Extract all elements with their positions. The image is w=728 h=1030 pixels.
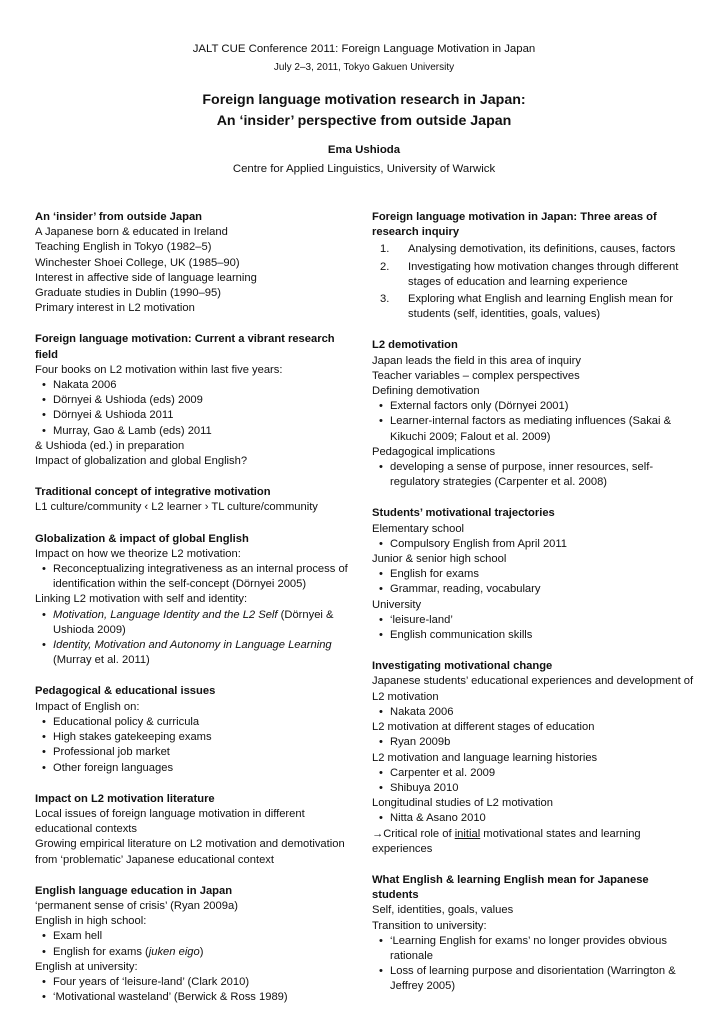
bullet-item: • Grammar, reading, vocabulary [372, 582, 694, 597]
text-line: Teaching English in Tokyo (1982–5) [35, 241, 212, 254]
text-line: English in high school: [35, 915, 147, 928]
bullet-item: • Ryan 2009b [372, 735, 694, 750]
item-text: Exploring what English and learning English mean for students (self, identities, goals, values) [408, 293, 673, 321]
section-heading: Traditional concept of integrative motivation [35, 486, 271, 499]
text-line: Four books on L2 motivation within last five years: [35, 363, 283, 376]
section-globalization [35, 532, 353, 669]
bullet-text: English for exams ( [53, 945, 149, 958]
bullet-item: • developing a sense of purpose, inner resources, self-regulatory strategies (Carpenter et al. 2008) [372, 460, 694, 490]
text-line: University [372, 598, 422, 611]
bullet-item: • Professional job market [35, 745, 353, 760]
section-motivational-change [372, 659, 694, 857]
text-line: Winchester Shoei College, UK (1985–90) [35, 256, 240, 269]
title-line-1: Foreign language motivation research in Japan: [202, 92, 526, 108]
text-line: Primary interest in L2 motivation [35, 302, 195, 315]
text-line: Transition to university: [372, 919, 487, 932]
text-line: ‘permanent sense of crisis’ (Ryan 2009a) [35, 899, 238, 912]
section-heading: L2 demotivation [372, 339, 458, 352]
text-line: Interest in affective side of language learning [35, 271, 257, 284]
item-text: Investigating how motivation changes through different stages of education and learning experience [408, 260, 679, 288]
text-line: Impact of English on: [35, 700, 140, 713]
bullet-item: • Dörnyei & Ushioda 2011 [35, 408, 353, 423]
bullet-item: • ‘Learning English for exams’ no longer provides obvious rationale [372, 934, 694, 964]
book-title: Identity, Motivation and Autonomy in Language Learning [53, 639, 332, 652]
text-paragraph: Local issues of foreign language motivation in different educational contexts [35, 807, 305, 836]
bullet-item: • Exam hell [35, 929, 353, 944]
section-heading: English language education in Japan [35, 884, 233, 897]
text-paragraph: Growing empirical literature on L2 motivation and demotivation from ‘problematic’ Japanese educational context [35, 838, 345, 866]
bullet-item [35, 638, 353, 668]
text-span: Critical role of [383, 827, 455, 840]
bullet-item: • Reconceptualizing integrativeness as an internal process of identification within the self-concept (Dörnyei 2005) [35, 562, 353, 592]
section-meaning [372, 873, 694, 995]
section-english-education [35, 884, 353, 1006]
bullet-item: • English communication skills [372, 628, 694, 643]
section-literature [35, 792, 353, 868]
text-line: Impact of globalization and global English? [35, 455, 248, 468]
text-line: Graduate studies in Dublin (1990–95) [35, 287, 221, 300]
bullet-item [35, 945, 353, 960]
section-insider [35, 210, 353, 316]
section-heading: An ‘insider’ from outside Japan [35, 211, 203, 223]
text-line: English at university: [35, 960, 138, 973]
text-line: L1 culture/community ‹ L2 learner › TL culture/community [35, 501, 318, 514]
section-heading: Impact on L2 motivation literature [35, 792, 215, 805]
section-demotivation [372, 338, 694, 490]
text-line: Elementary school [372, 522, 465, 535]
item-number: 2. [380, 260, 390, 273]
bullet-item: • External factors only (Dörnyei 2001) [372, 399, 694, 414]
left-column [35, 210, 353, 1021]
right-column [372, 210, 694, 1011]
bullet-item [35, 608, 353, 638]
text-line: Linking L2 motivation with self and identity: [35, 593, 248, 606]
bullet-item: • Nakata 2006 [35, 378, 353, 393]
bullet-item: • ‘leisure-land’ [372, 613, 694, 628]
citation: (Murray et al. 2011) [53, 654, 150, 667]
text-line: & Ushioda (ed.) in preparation [35, 439, 185, 452]
section-heading: Pedagogical & educational issues [35, 685, 216, 698]
numbered-item [372, 242, 694, 257]
bullet-item: • Other foreign languages [35, 761, 353, 776]
bullet-item: • High stakes gatekeeping exams [35, 730, 353, 745]
author: Ema Ushioda [327, 144, 401, 156]
bullet-item: • Nitta & Asano 2010 [372, 811, 694, 826]
bullet-item: • Four years of ‘leisure-land’ (Clark 2010) [35, 975, 353, 990]
text-paragraph [372, 827, 694, 857]
bullet-item: • Murray, Gao & Lamb (eds) 2011 [35, 424, 353, 439]
arrow-icon: → [372, 827, 384, 840]
bullet-item: • Nakata 2006 [372, 705, 694, 720]
section-heading: Globalization & impact of global English [35, 532, 249, 545]
citation: (Dörnyei & Ushioda 2009) [53, 608, 334, 636]
text-line: Japan leads the field in this area of inquiry [372, 354, 581, 367]
bullet-item: • Loss of learning purpose and disorientation (Warrington & Jeffrey 2005) [372, 964, 694, 994]
text-span: motivational states and learning experiences [372, 827, 641, 855]
text-line: L2 motivation and language learning histories [372, 751, 598, 764]
section-heading: Investigating motivational change [372, 660, 553, 673]
text-line: A Japanese born & educated in Ireland [35, 226, 228, 239]
text-line: Pedagogical implications [372, 445, 496, 458]
section-heading: Foreign language motivation: Current a vibrant research field [35, 333, 335, 361]
conference-dates: July 2–3, 2011, Tokyo Gakuen University [273, 62, 455, 73]
section-trajectories [372, 506, 694, 643]
japanese-term: juken eigo [148, 945, 200, 958]
book-title: Motivation, Language Identity and the L2 Self [53, 608, 278, 621]
text-line: Self, identities, goals, values [372, 904, 514, 917]
item-number: 3. [380, 293, 390, 306]
numbered-item [372, 260, 694, 290]
section-pedagogical [35, 684, 353, 775]
section-heading: Foreign language motivation in Japan: Three areas of research inquiry [372, 211, 657, 239]
section-heading: What English & learning English mean for Japanese students [372, 873, 649, 902]
title-line-2: An ‘insider’ perspective from outside Japan [216, 113, 512, 129]
bullet-item: • Educational policy & curricula [35, 715, 353, 730]
text-line: Teacher variables – complex perspectives [372, 369, 580, 382]
conference-name: JALT CUE Conference 2011: Foreign Language Motivation in Japan [192, 43, 536, 55]
affiliation: Centre for Applied Linguistics, University of Warwick [232, 163, 496, 175]
text-line: Defining demotivation [372, 385, 480, 398]
section-heading: Students’ motivational trajectories [372, 507, 555, 520]
bullet-item: • ‘Motivational wasteland’ (Berwick & Ross 1989) [35, 990, 353, 1005]
bullet-item: • Carpenter et al. 2009 [372, 766, 694, 781]
text-line: L2 motivation at different stages of education [372, 721, 595, 734]
bullet-item: • Shibuya 2010 [372, 781, 694, 796]
section-three-areas [372, 210, 694, 322]
bullet-item: • Dörnyei & Ushioda (eds) 2009 [35, 393, 353, 408]
bullet-text: ) [199, 945, 204, 958]
text-line: Impact on how we theorize L2 motivation: [35, 547, 241, 560]
numbered-item [372, 292, 694, 322]
bullet-item: • Learner-internal factors as mediating influences (Sakai & Kikuchi 2009; Falout et al. 2009) [372, 414, 694, 444]
section-integrative [35, 485, 353, 515]
bullet-item: • Compulsory English from April 2011 [372, 537, 694, 552]
section-current-field [35, 332, 353, 469]
bullet-item: • English for exams [372, 567, 694, 582]
item-number: 1. [380, 243, 390, 256]
text-line: Longitudinal studies of L2 motivation [372, 797, 553, 810]
item-text: Analysing demotivation, its definitions, causes, factors [408, 243, 676, 256]
text-line: Junior & senior high school [372, 553, 507, 566]
text-paragraph: Japanese students’ educational experiences and development of L2 motivation [372, 675, 694, 703]
underlined-term: initial [454, 827, 481, 840]
